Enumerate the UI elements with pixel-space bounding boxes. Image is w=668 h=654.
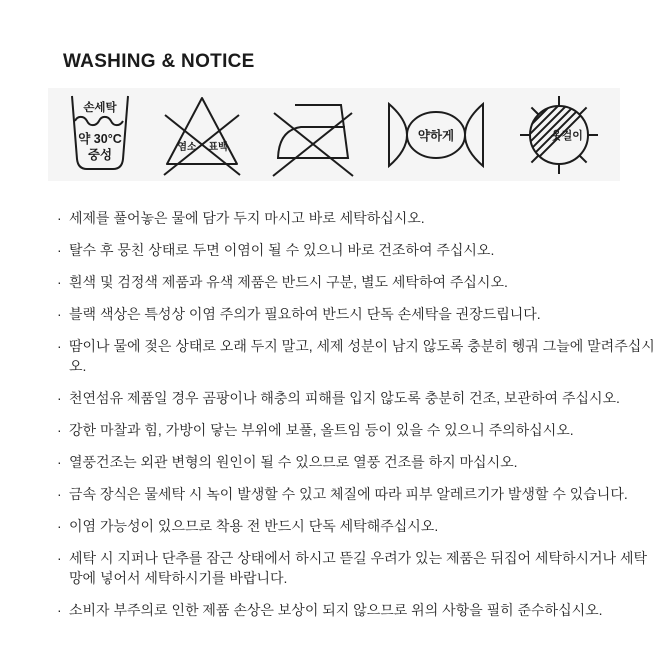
bullet: · xyxy=(57,210,62,226)
notice-text: 땀이나 물에 젖은 상태로 오래 두지 말고, 세제 성분이 남지 않도록 충분히 헹궈 그늘에 말려주십시오. xyxy=(69,338,655,374)
notice-list xyxy=(57,208,657,632)
notice-text: 세제를 풀어놓은 물에 담가 두지 마시고 바로 세탁하십시오. xyxy=(69,210,425,226)
notice-item xyxy=(57,336,657,376)
bullet: · xyxy=(57,242,62,258)
gently-label: 약하게 xyxy=(417,128,454,143)
bleach-label: 표백 xyxy=(208,141,229,153)
temp-label: 약 30°C xyxy=(78,131,122,146)
notice-text: 이염 가능성이 있으므로 착용 전 반드시 단독 세탁해주십시오. xyxy=(69,518,439,534)
bullet: · xyxy=(57,602,62,618)
neutral-label: 중성 xyxy=(87,147,112,162)
no-bleach-icon xyxy=(158,91,246,179)
bullet: · xyxy=(57,274,62,290)
notice-item xyxy=(57,208,657,228)
notice-item xyxy=(57,304,657,324)
notice-text: 강한 마찰과 힘, 가방이 닿는 부위에 보풀, 올트임 등이 있을 수 있으니 주의하십시오. xyxy=(69,422,574,438)
bullet: · xyxy=(57,390,62,406)
hand-wash-icon xyxy=(63,93,137,177)
notice-item xyxy=(57,388,657,408)
bullet: · xyxy=(57,306,62,322)
notice-text: 열풍건조는 외관 변형의 원인이 될 수 있으므로 열풍 건조를 하지 마십시오. xyxy=(69,454,518,470)
shade-dry-hanger-icon xyxy=(513,89,605,181)
hanger-label: 옷걸이 xyxy=(551,129,584,142)
notice-text: 소비자 부주의로 인한 제품 손상은 보상이 되지 않으므로 위의 사항을 필히 준수하십시오. xyxy=(69,602,603,618)
bullet: · xyxy=(57,338,62,354)
notice-item xyxy=(57,600,657,620)
notice-item xyxy=(57,516,657,536)
bullet: · xyxy=(57,550,62,566)
notice-item xyxy=(57,420,657,440)
hand-wash-label: 손세탁 xyxy=(83,101,117,114)
bullet: · xyxy=(57,486,62,502)
care-symbol-strip xyxy=(48,88,620,181)
notice-item xyxy=(57,484,657,504)
notice-text: 탈수 후 뭉친 상태로 두면 이염이 될 수 있으니 바로 건조하여 주십시오. xyxy=(69,242,495,258)
notice-text: 천연섬유 제품일 경우 곰팡이나 해충의 피해를 입지 않도록 충분히 건조, 보관하여 주십시오. xyxy=(69,390,620,406)
notice-text: 세탁 시 지퍼나 단추를 잠근 상태에서 하시고 뜯길 우려가 있는 제품은 뒤집어 세탁하시거나 세탁망에 넣어서 세탁하시기를 바랍니다. xyxy=(69,550,647,586)
notice-text: 금속 장식은 물세탁 시 녹이 발생할 수 있고 체질에 따라 피부 알레르기가 발생할 수 있습니다. xyxy=(69,486,628,502)
notice-item xyxy=(57,240,657,260)
page-title: WASHING & NOTICE xyxy=(63,50,255,72)
notice-item xyxy=(57,548,657,588)
bullet: · xyxy=(57,422,62,438)
wring-gently-icon xyxy=(380,95,492,175)
notice-text: 블랙 색상은 특성상 이염 주의가 필요하여 반드시 단독 손세탁을 권장드립니다. xyxy=(69,306,541,322)
bullet: · xyxy=(57,454,62,470)
no-iron-icon xyxy=(268,90,358,180)
bullet: · xyxy=(57,518,62,534)
notice-text: 흰색 및 검정색 제품과 유색 제품은 반드시 구분, 별도 세탁하여 주십시오. xyxy=(69,274,508,290)
notice-item xyxy=(57,452,657,472)
notice-item xyxy=(57,272,657,292)
chlorine-label: 염소 xyxy=(177,141,198,153)
